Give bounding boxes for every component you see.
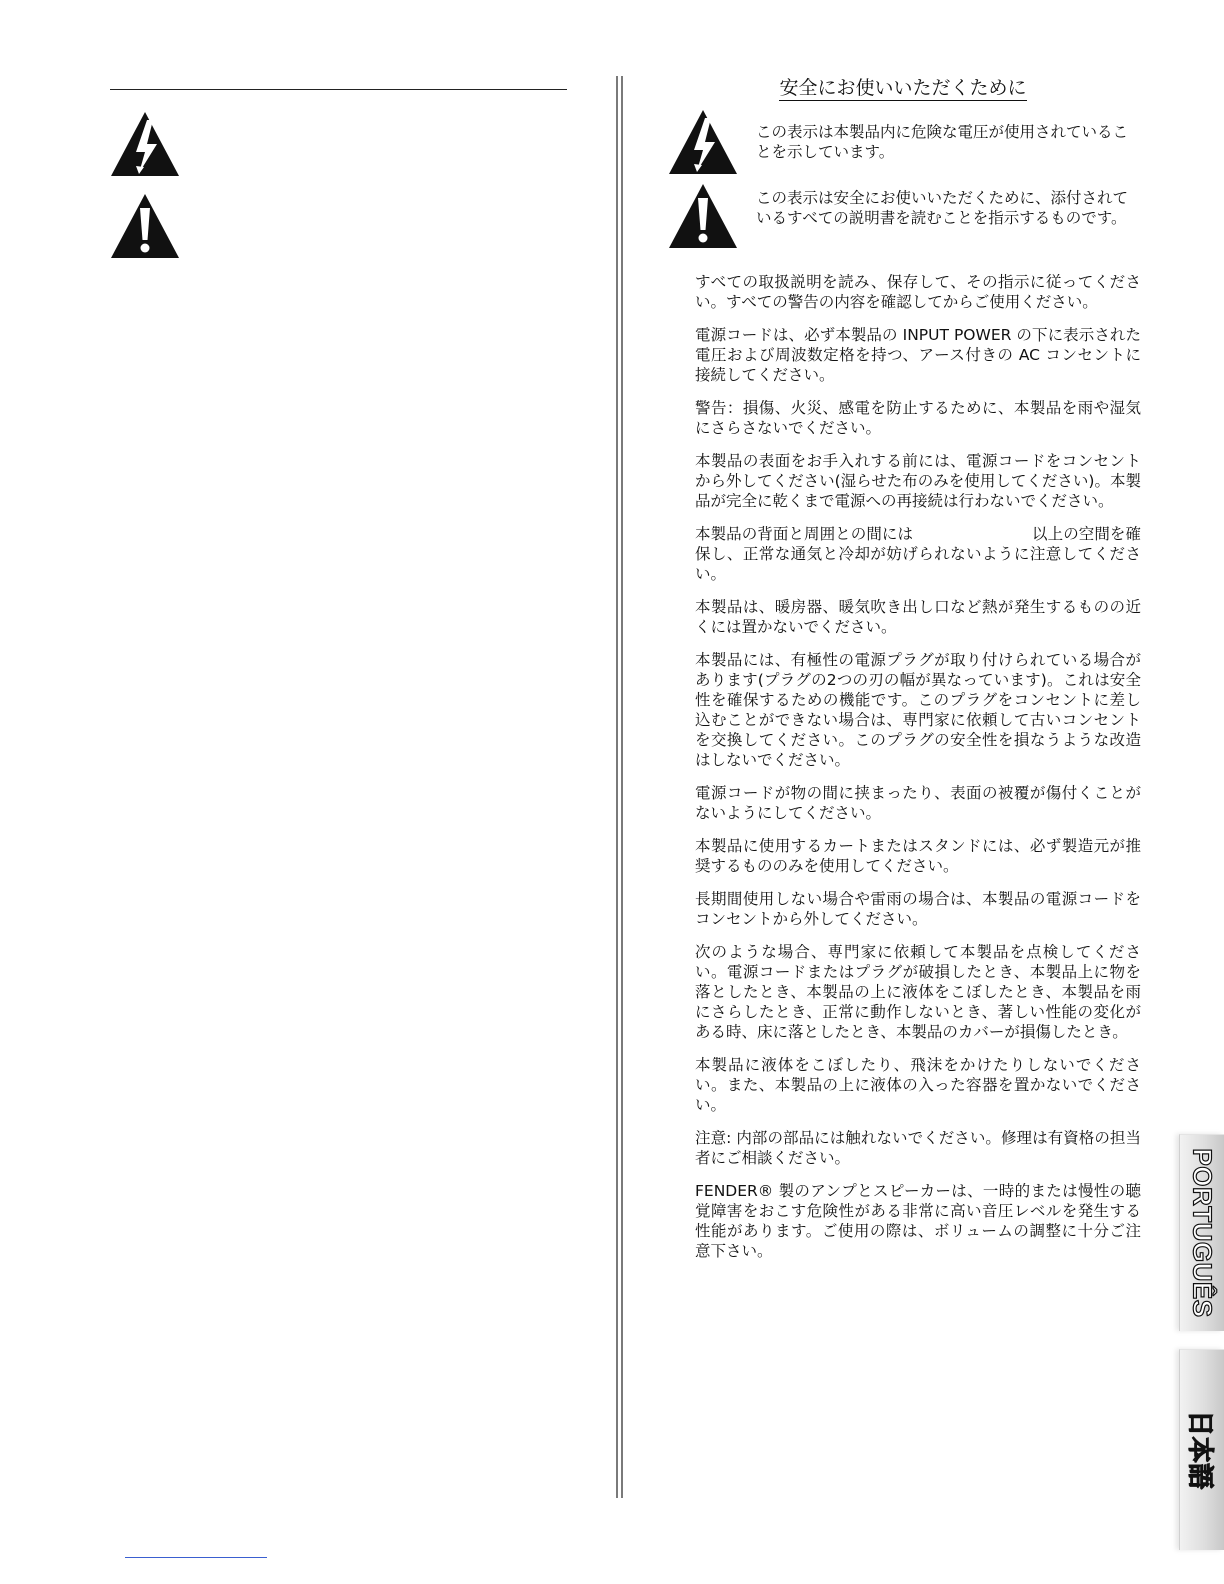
exclamation-warning-icon [109,192,181,260]
instruction-paragraph: 警告：損傷、火災、感電を防止するために、本製品を雨や湿気にさらさないでください。 [695,399,1141,437]
instruction-paragraph: 電源コードが物の間に挟まったり、表面の被覆が傷付くことがないようにしてください。 [695,784,1141,822]
instruction-paragraph: 本製品に使用するカートまたはスタンドには、必ず製造元が推奨するもののみを使用してください。 [695,837,1141,875]
instruction-paragraph: 本製品は、暖房器、暖気吹き出し口など熱が発生するものの近くには置かないでください。 [695,598,1141,636]
safety-instructions [695,272,1141,1274]
lightning-warning-icon [109,110,181,178]
instruction-paragraph: FENDER® 製のアンプとスピーカーは、一時的または慢性の聴覚障害をおこす危険性がある非常に高い音圧レベルを発生する性能があります。ご使用の際は、ボリュームの調整に十分ご注意下さい。 [695,1182,1141,1260]
lightning-warning-icon [667,108,739,176]
instruction-paragraph: 注意: 内部の部品には触れないでください。修理は有資格の担当者にご相談ください。 [695,1129,1141,1167]
instruction-paragraph: 本製品には、有極性の電源プラグが取り付けられている場合があります(プラグの2つの刃の幅が異なっています)。これは安全性を確保するための機能です。このプラグをコンセントに差し込むことができない場合は、専門家に依頼して古いコンセントを交換してください。このプラグの安全性を損なうような改造はしないでください。 [695,651,1141,769]
tab-japanese-label: 日本語 [1185,1410,1216,1490]
instruction-paragraph: 長期間使用しない場合や雷雨の場合は、本製品の電源コードをコンセントから外してください。 [695,890,1141,928]
manual-symbol-description: この表示は安全にお使いいただくために、添付されているすべての説明書を読むことを指示するものです。 [756,189,1129,227]
instruction-paragraph: 電源コードは、必ず本製品の INPUT POWER の下に表示された電圧および周波数定格を持つ、アース付きの AC コンセントに接続してください。 [695,326,1141,384]
instruction-paragraph: 本製品の背面と周囲との間には 以上の空間を確保し、正常な通気と冷却が妨げられないように注意してください。 [695,525,1141,583]
exclamation-warning-icon [667,182,739,250]
tab-portugues-label: PORTUGUÊS [1187,1148,1218,1318]
left-heading-rule [110,89,567,90]
page-title: 安全にお使いいただくために [779,77,1027,99]
bottom-link-rule [125,1557,267,1558]
instruction-paragraph: 次のような場合、専門家に依頼して本製品を点検してください。電源コードまたはプラグが破損したとき、本製品上に物を落としたとき、本製品の上に液体をこぼしたとき、本製品を雨にさらしたとき、正常に動作しないとき、著しい性能の変化がある時、床に落としたとき、本製品のカバーが損傷したとき。 [695,943,1141,1041]
tab-japanese[interactable] [1179,1349,1224,1550]
tab-portugues[interactable] [1179,1134,1224,1331]
voltage-symbol-description: この表示は本製品内に危険な電圧が使用されていることを示しています。 [756,123,1129,161]
column-divider [616,76,624,1498]
instruction-paragraph: 本製品の表面をお手入れする前には、電源コードをコンセントから外してください(湿らせた布のみを使用してください)。本製品が完全に乾くまで電源への再接続は行わないでください。 [695,452,1141,510]
instruction-paragraph: 本製品に液体をこぼしたり、飛沫をかけたりしないでください。また、本製品の上に液体の入った容器を置かないでください。 [695,1056,1141,1114]
instruction-paragraph: すべての取扱説明を読み、保存して、その指示に従ってください。すべての警告の内容を確認してからご使用ください。 [695,273,1141,311]
